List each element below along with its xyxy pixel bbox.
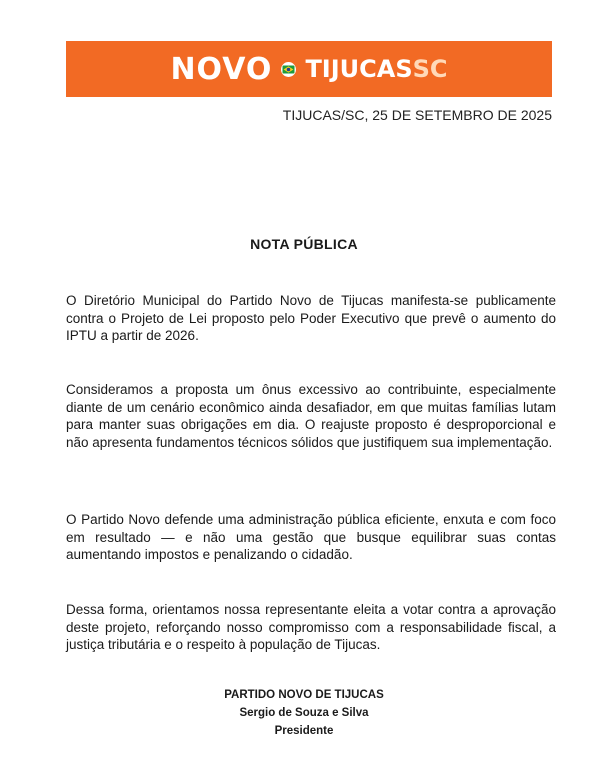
logo-city-name: TIJUCAS: [305, 55, 413, 83]
signature-organization: PARTIDO NOVO DE TIJUCAS: [224, 689, 384, 701]
dateline: TIJUCAS/SC, 25 DE SETEMBRO DE 2025: [282, 107, 552, 123]
brazil-flag-icon: [281, 62, 296, 77]
paragraph-2: Consideramos a proposta um ônus excessivo ao contribuinte, especialmente diante de um cenário econômico ainda desafiador, em que muitas famílias lutam para manter suas obrigações em dia. O reajuste proposto é desproporcional e não apresenta fundamentos técnicos sólidos que justifiquem sua implementação.: [66, 382, 556, 450]
paragraph-1: O Diretório Municipal do Partido Novo de Tijucas manifesta-se publicamente contra o Projeto de Lei proposto pelo Poder Executivo que prevê o aumento do IPTU a partir de 2026.: [66, 293, 556, 343]
logo-party-name: NOVO: [170, 51, 273, 87]
paragraph-4: Dessa forma, orientamos nossa representante eleita a votar contra a aprovação deste projeto, reforçando nosso compromisso com a responsabilidade fiscal, a justiça tributária e o respeito à população de Tijucas.: [66, 602, 556, 652]
header-banner: [66, 41, 552, 97]
logo-state-code: SC: [412, 55, 448, 83]
signature-role: Presidente: [274, 725, 334, 737]
document-title: NOTA PÚBLICA: [250, 236, 358, 252]
paragraph-3: O Partido Novo defende uma administração pública eficiente, enxuta e com foco em resultado — e não uma gestão que busque equilibrar suas contas aumentando impostos e penalizando o cidadão.: [66, 512, 556, 562]
signature-name: Sergio de Souza e Silva: [239, 707, 369, 719]
